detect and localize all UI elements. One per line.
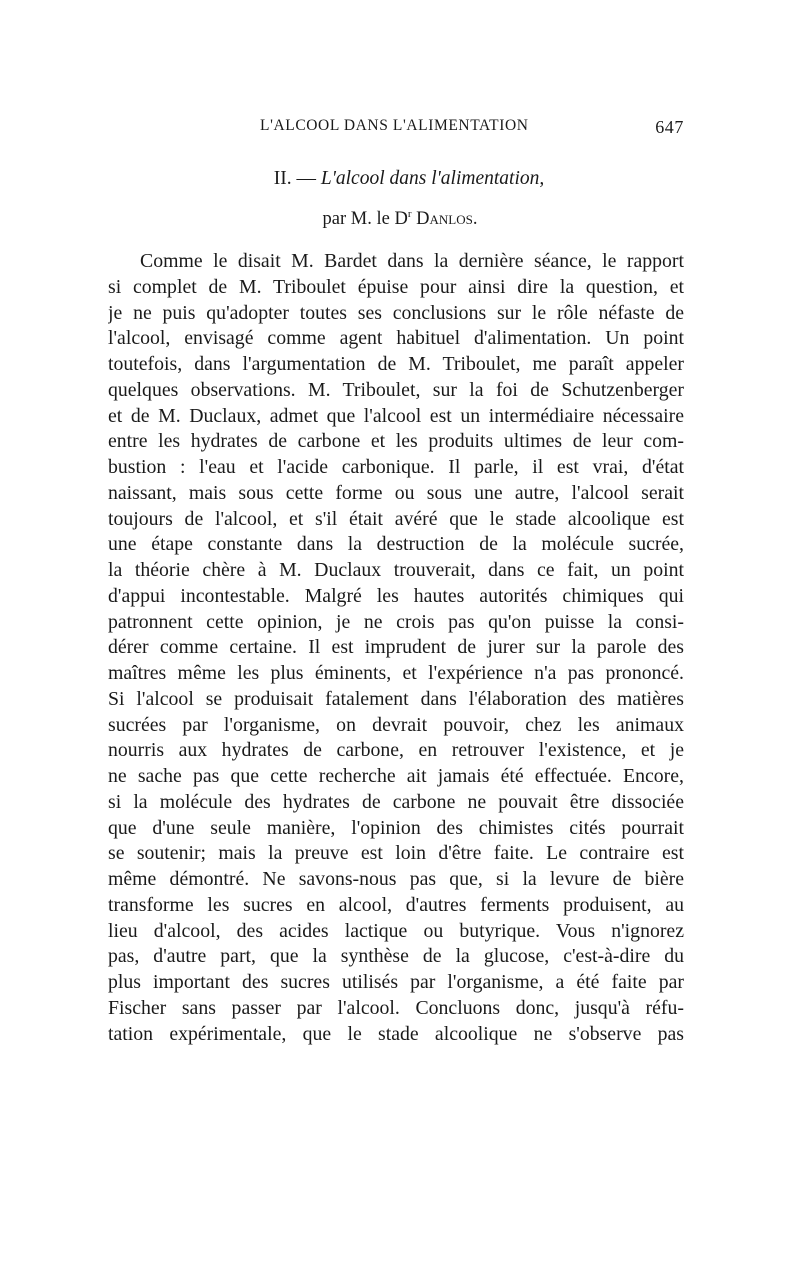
text-line: dérer comme certaine. Il est imprudent de jurer sur la parole des [108,636,684,659]
text-line: patronnent cette opinion, je ne crois pas qu'on puisse la consi- [108,610,684,633]
text-line: nourris aux hydrates de carbone, en retrouver l'existence, et je [108,739,684,762]
text-line: si complet de M. Triboulet épuise pour ainsi dire la question, et [108,275,684,298]
body-paragraph [108,249,684,1047]
author-name: Danlos. [416,209,478,229]
text-line: lieu d'alcool, des acides lactique ou butyrique. Vous n'ignorez [108,919,684,942]
author-prefix: par M. le D [322,209,408,229]
text-line: même démontré. Ne savons-nous pas que, si la levure de bière [108,868,684,890]
text-line: l'alcool, envisagé comme agent habituel d'alimentation. Un point [108,327,684,350]
section-dash: — [296,168,316,189]
text-line: maîtres même les plus éminents, et l'expérience n'a pas prononcé. [108,662,684,684]
text-line: et de M. Duclaux, admet que l'alcool est un intermédiaire nécessaire [108,404,684,427]
text-line: bustion : l'eau et l'acide carbonique. Il parle, il est vrai, d'état [108,456,684,478]
text-line: si la molécule des hydrates de carbone ne pouvait être dissociée [108,790,684,813]
text-line: une étape constante dans la destruction de la molécule sucrée, [108,533,684,556]
section-heading [0,168,800,190]
running-title: L'ALCOOL DANS L'ALIMENTATION [260,117,529,134]
text-line: sucrées par l'organisme, on devrait pouvoir, chez les animaux [108,713,684,736]
text-line: transforme les sucres en alcool, d'autres ferments produisent, au [108,893,684,916]
section-numeral: II. [273,168,292,189]
text-line: Comme le disait M. Bardet dans la dernière séance, le rapport [140,250,684,272]
section-title: L'alcool dans l'alimentation, [320,168,545,189]
text-line: la théorie chère à M. Duclaux trouverait, dans ce fait, un point [108,559,684,581]
text-line: se soutenir; mais la preuve est loin d'être faite. Le contraire est [108,842,684,865]
running-head [108,117,684,139]
text-line: entre les hydrates de carbone et les produits ultimes de leur com- [108,430,684,453]
text-line: toutefois, dans l'argumentation de M. Triboulet, me paraît appeler [108,353,684,375]
text-line: Si l'alcool se produisait fatalement dans l'élaboration des matières [108,687,684,710]
text-line: pas, d'autre part, que la synthèse de la glucose, c'est-à-dire du [108,945,684,968]
text-line: ne sache pas que cette recherche ait jamais été effectuée. Encore, [108,765,684,787]
text-line: naissant, mais sous cette forme ou sous une autre, l'alcool serait [108,481,684,504]
author-line [0,208,800,230]
text-line: quelques observations. M. Triboulet, sur la foi de Schutzenberger [108,378,684,401]
text-line: toujours de l'alcool, et s'il était avéré que le stade alcoolique est [108,507,684,530]
text-line: d'appui incontestable. Malgré les hautes autorités chimiques qui [108,584,684,607]
text-line: Fischer sans passer par l'alcool. Concluons donc, jusqu'à réfu- [108,996,684,1019]
text-line: tation expérimentale, que le stade alcoolique ne s'observe pas [108,1022,684,1045]
text-line: plus important des sucres utilisés par l'organisme, a été faite par [108,971,684,993]
text-line: que d'une seule manière, l'opinion des chimistes cités pourrait [108,816,684,839]
page-number: 647 [655,117,684,137]
text-line: je ne puis qu'adopter toutes ses conclusions sur le rôle néfaste de [108,301,684,324]
author-superscript: r [407,208,412,220]
